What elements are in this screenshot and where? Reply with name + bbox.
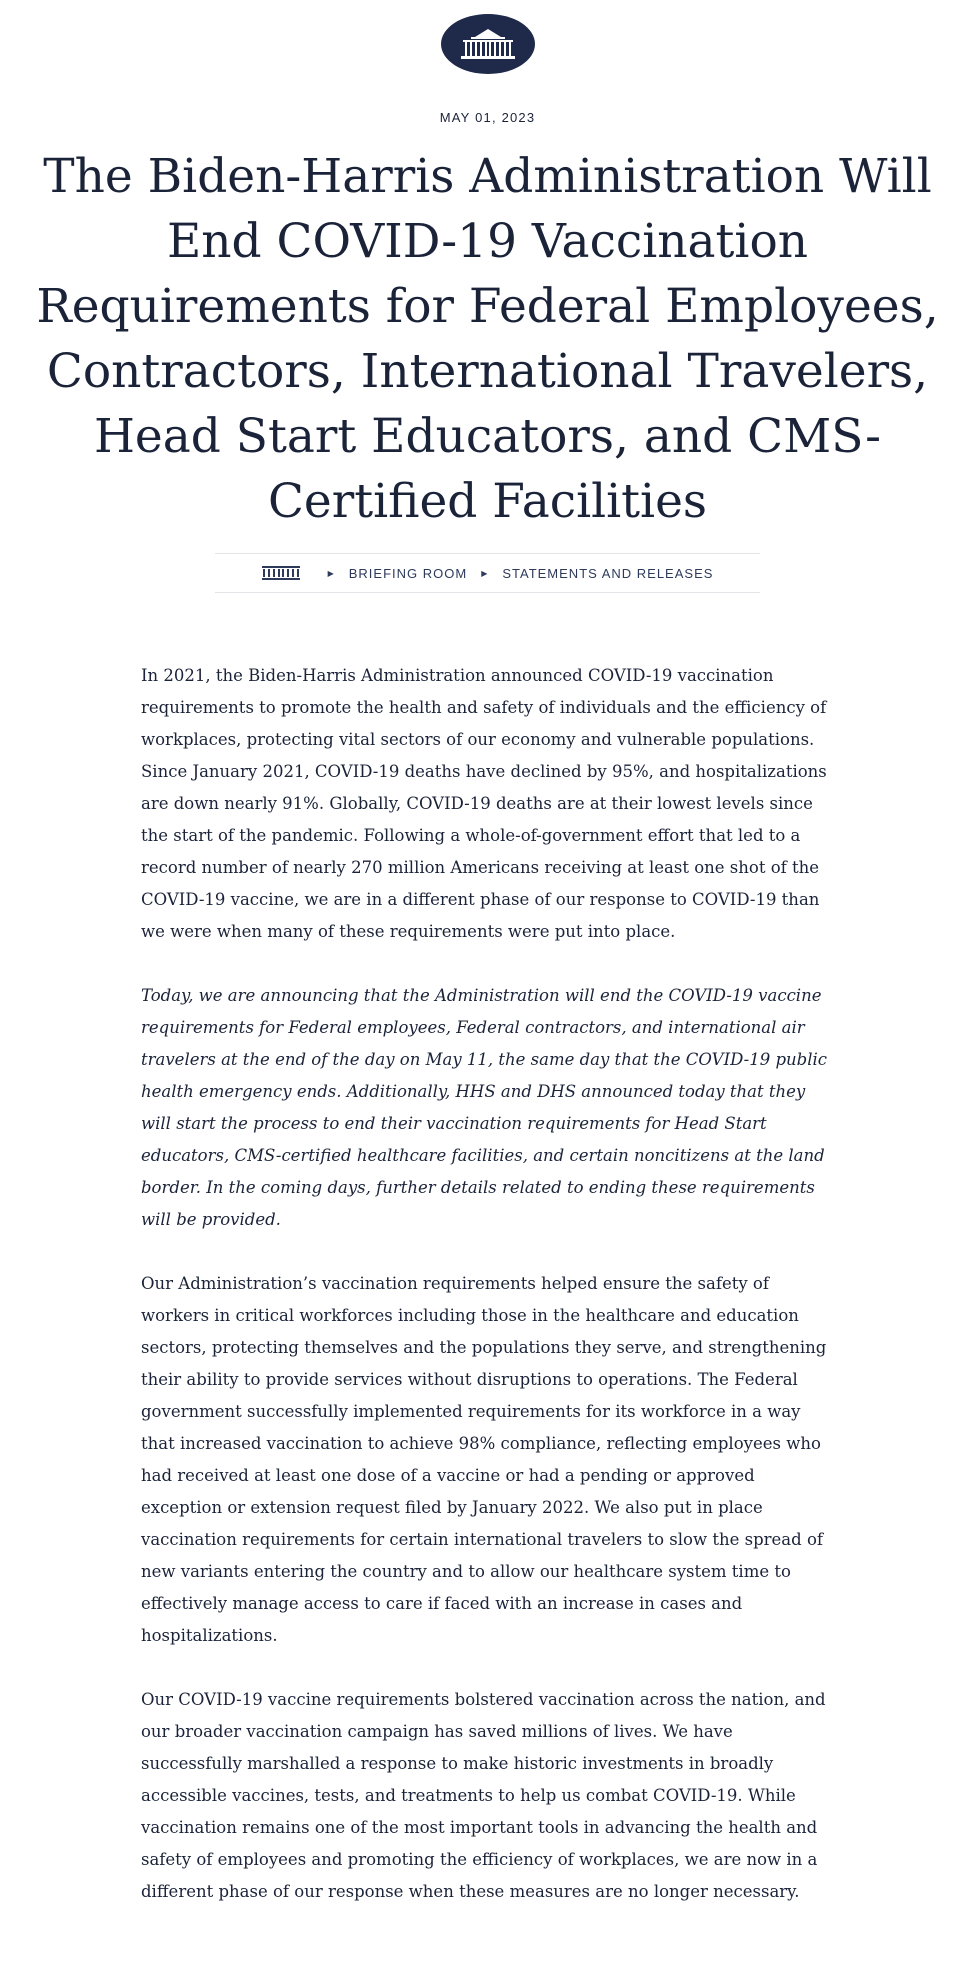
breadcrumb-statements-and-releases[interactable]: STATEMENTS AND RELEASES [502, 565, 714, 581]
white-house-icon[interactable] [441, 14, 535, 74]
article-paragraph: Our COVID-19 vaccine requirements bolstered vaccination across the nation, and our broader vaccination campaign has saved millions of lives. We have successfully marshalled a response to make historic investments in broadly accessible vaccines, tests, and treatments to help us combat COVID-19. While vaccination remains one of the most important tools in advancing the health and safety of employees and promoting the efficiency of workplaces, we are now in a different phase of our response when these measures are no longer necessary. [141, 1690, 826, 1901]
breadcrumb [215, 553, 760, 593]
white-house-icon [262, 566, 300, 580]
chevron-right-icon: ▶ [327, 568, 335, 578]
article-paragraph: In 2021, the Biden-Harris Administration announced COVID-19 vaccination requirements to promote the health and safety of individuals and the efficiency of workplaces, protecting vital sectors of our economy and vulnerable populations. Since January 2021, COVID-19 deaths have declined by 95%, and hospitalizations are down nearly 91%. Globally, COVID-19 deaths are at their lowest levels since the start of the pandemic. Following a whole-of-government effort that led to a record number of nearly 270 million Americans receiving at least one shot of the COVID-19 vaccine, we are in a different phase of our response to COVID-19 than we were when many of these requirements were put into place. [141, 666, 827, 941]
article-paragraph-italic: Today, we are announcing that the Administration will end the COVID-19 vaccine requirements for Federal employees, Federal contractors, and international air travelers at the end of the day on May 11, the same day that the COVID-19 public health emergency ends. Additionally, HHS and DHS announced today that they will start the process to end their vaccination requirements for Head Start educators, CMS-certified healthcare facilities, and certain noncitizens at the land border. In the coming days, further details related to ending these requirements will be provided. [141, 986, 827, 1229]
breadcrumb-home[interactable] [262, 566, 300, 580]
header-logo-wrap [0, 14, 975, 74]
chevron-right-icon: ▶ [481, 568, 489, 578]
article-body [141, 660, 831, 1940]
publish-date: MAY 01, 2023 [439, 110, 536, 125]
article-paragraph: Our Administration’s vaccination requirements helped ensure the safety of workers in critical workforces including those in the healthcare and education sectors, protecting themselves and the populations they serve, and strengthening their ability to provide services without disruptions to operations. The Federal government successfully implemented requirements for its workforce in a way that increased vaccination to achieve 98% compliance, reflecting employees who had received at least one dose of a vaccine or had a pending or approved exception or extension request filed by January 2022. We also put in place vaccination requirements for certain international travelers to slow the spread of new variants entering the country and to allow our healthcare system time to effectively manage access to care if faced with an increase in cases and hospitalizations. [141, 1274, 827, 1645]
page-title: The Biden-Harris Administration Will End COVID-19 Vaccination Requirements for Federal Employees, Contractors, International Travelers, Head Start Educators, and CMS-Certified Facilities [36, 149, 939, 529]
breadcrumb-briefing-room[interactable]: BRIEFING ROOM [348, 565, 468, 581]
